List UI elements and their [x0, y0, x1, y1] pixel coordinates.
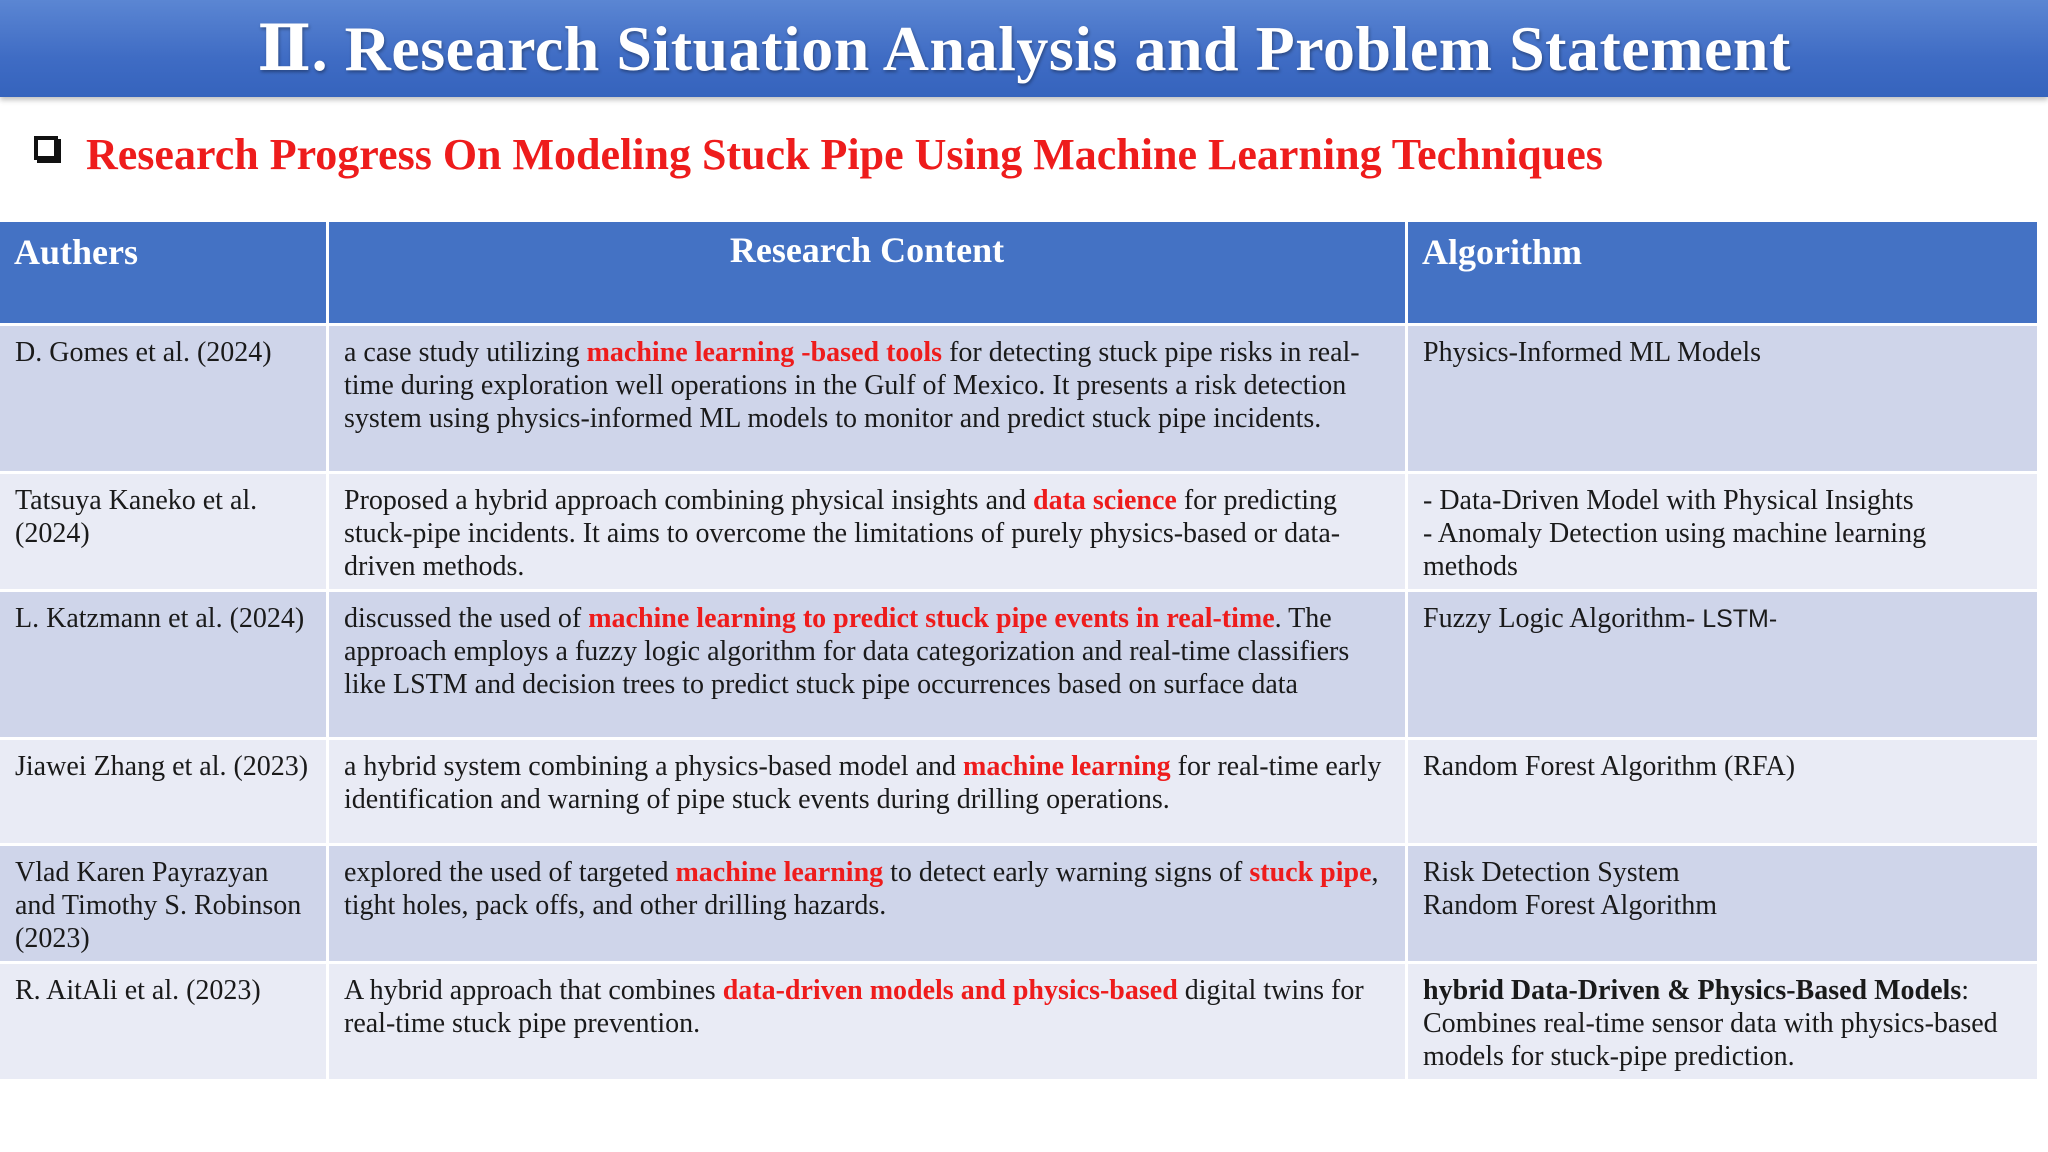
header-algorithm: Algorithm: [1408, 222, 2037, 326]
cell-algorithm: [1408, 326, 2037, 474]
highlighted-text: machine learning to predict stuck pipe events in real-time: [588, 603, 1275, 634]
cell-research-content: [329, 326, 1408, 474]
highlighted-text: data-driven models and physics-based: [722, 975, 1178, 1006]
research-table-container: [0, 222, 2037, 1082]
research-table: [0, 222, 2037, 1082]
cell-research-content: [329, 964, 1408, 1082]
text-segment: digital twins for real-time stuck pipe prevention.: [344, 975, 1364, 1039]
text-segment: a hybrid system combining a physics-based model and: [344, 751, 963, 782]
text-segment: - Anomaly Detection using machine learning methods: [1423, 518, 1927, 582]
cell-author: Vlad Karen Payrazyan and Timothy S. Robinson (2023): [0, 846, 329, 964]
highlighted-text: machine learning -based tools: [586, 337, 943, 368]
text-segment: : Combines real-time sensor data with physics-based models for stuck-pipe prediction.: [1423, 975, 1998, 1072]
cell-research-content: [329, 740, 1408, 846]
highlighted-text: machine learning: [963, 751, 1171, 782]
table-row: [0, 964, 2037, 1082]
table-body: [0, 326, 2037, 1082]
header-research-content: Research Content: [329, 222, 1408, 326]
cell-algorithm: [1408, 964, 2037, 1082]
cell-research-content: [329, 474, 1408, 592]
text-segment: hybrid Data-Driven & Physics-Based Models: [1423, 975, 1962, 1006]
text-segment: Random Forest Algorithm: [1423, 890, 1717, 921]
slide-title: Ⅱ. Research Situation Analysis and Problem Statement: [257, 12, 1791, 84]
cell-algorithm: [1408, 474, 2037, 592]
cell-author: Tatsuya Kaneko et al. (2024): [0, 474, 329, 592]
text-segment: to detect early warning signs of: [883, 857, 1250, 888]
table-row: [0, 592, 2037, 740]
table-row: [0, 740, 2037, 846]
text-segment: for detecting stuck pipe risks in real-time during exploration well operations in the Gulf of Mexico. It presents a risk detection system using physics-informed ML models to monitor and predict stuck pipe incidents.: [344, 337, 1360, 434]
cell-author: Jiawei Zhang et al. (2023): [0, 740, 329, 846]
text-segment: Physics-Informed ML Models: [1423, 337, 1762, 368]
text-segment: for predicting stuck-pipe incidents. It aims to overcome the limitations of purely physics-based or data-driven methods.: [344, 485, 1341, 582]
text-segment: a case study utilizing: [344, 337, 587, 368]
highlighted-text: data science: [1033, 485, 1177, 516]
header-authors: Authers: [0, 222, 329, 326]
text-segment: Random Forest Algorithm (RFA): [1423, 751, 1796, 782]
title-bar: [0, 0, 2048, 97]
text-segment: LSTM-: [1702, 605, 1778, 633]
text-segment: explored the used of targeted: [344, 857, 676, 888]
cell-author: D. Gomes et al. (2024): [0, 326, 329, 474]
cell-algorithm: [1408, 740, 2037, 846]
text-segment: - Data-Driven Model with Physical Insights: [1423, 485, 1914, 516]
cell-algorithm: [1408, 592, 2037, 740]
highlighted-text: stuck pipe: [1249, 857, 1372, 888]
text-segment: , tight holes, pack offs, and other drilling hazards.: [344, 857, 1379, 921]
cell-author: L. Katzmann et al. (2024): [0, 592, 329, 740]
cell-research-content: [329, 592, 1408, 740]
text-segment: discussed the used of: [344, 603, 589, 634]
table-row: [0, 846, 2037, 964]
text-segment: . The approach employs a fuzzy logic algorithm for data categorization and real-time classifiers like LSTM and decision trees to predict stuck pipe occurrences based on surface data: [344, 603, 1350, 700]
cell-research-content: [329, 846, 1408, 964]
table-row: [0, 474, 2037, 592]
text-segment: for real-time early identification and warning of pipe stuck events during drilling operations.: [344, 751, 1382, 815]
section-heading: [34, 125, 1603, 185]
table-row: [0, 326, 2037, 474]
checkbox-icon: [34, 136, 58, 160]
table-header-row: [0, 222, 2037, 326]
text-segment: Risk Detection System: [1423, 857, 1680, 888]
highlighted-text: machine learning: [675, 857, 884, 888]
text-segment: Proposed a hybrid approach combining physical insights and: [344, 485, 1033, 516]
cell-algorithm: [1408, 846, 2037, 964]
cell-author: R. AitAli et al. (2023): [0, 964, 329, 1082]
section-heading-text: Research Progress On Modeling Stuck Pipe Using Machine Learning Techniques: [86, 130, 1603, 179]
text-segment: Fuzzy Logic Algorithm-: [1423, 603, 1703, 634]
text-segment: A hybrid approach that combines: [344, 975, 723, 1006]
